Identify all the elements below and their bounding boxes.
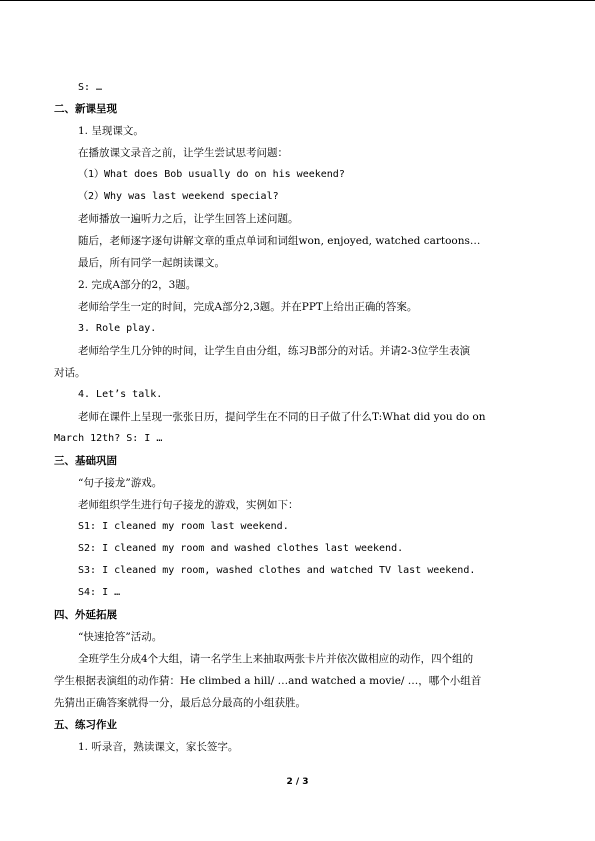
section-heading-homework: 五、练习作业 [54, 719, 117, 731]
activity-title: “快速抢答”活动。 [78, 631, 163, 643]
top-rule [0, 0, 595, 1]
step-heading: 2. 完成A部分的2，3题。 [78, 279, 197, 291]
step-heading: 4. Let’s talk. [78, 389, 163, 400]
example-sentence: S3: I cleaned my room, washed clothes and watched TV last weekend. [78, 565, 476, 576]
question-2: （2）Why was last weekend special? [78, 191, 279, 202]
example-sentence: S4: I … [78, 587, 121, 598]
paragraph-continuation: 对话。 [54, 367, 86, 379]
paragraph: 最后，所有同学一起朗读课文。 [78, 257, 225, 269]
paragraph-continuation: March 12th? S: I … [54, 433, 163, 444]
paragraph: 在播放课文录音之前，让学生尝试思考问题： [78, 147, 288, 159]
section-heading-new-lesson: 二、新课呈现 [54, 103, 117, 115]
paragraph: 老师在课件上呈现一张张日历，提问学生在不同的日子做了什么T:What did you do on [78, 411, 486, 423]
question-1: （1）What does Bob usually do on his weekend? [78, 169, 345, 180]
section-heading-extension: 四、外延拓展 [54, 609, 117, 621]
paragraph: 全班学生分成4个大组，请一名学生上来抽取两张卡片并依次做相应的动作，四个组的 [78, 653, 474, 665]
paragraph-continuation: 先猜出正确答案就得一分，最后总分最高的小组获胜。 [54, 697, 306, 709]
homework-item: 1. 听录音，熟读课文，家长签字。 [78, 741, 239, 753]
paragraph: 老师给学生几分钟的时间，让学生自由分组，练习B部分的对话。并请2-3位学生表演 [78, 345, 471, 357]
example-sentence: S2: I cleaned my room and washed clothes last weekend. [78, 543, 404, 554]
paragraph: 老师给学生一定的时间，完成A部分2,3题。并在PPT上给出正确的答案。 [78, 301, 418, 313]
activity-title: “句子接龙”游戏。 [78, 477, 163, 489]
page-number: 2 / 3 [286, 777, 309, 787]
example-sentence: S1: I cleaned my room last weekend. [78, 521, 289, 532]
paragraph: 老师组织学生进行句子接龙的游戏，实例如下： [78, 499, 299, 511]
section-heading-consolidation: 三、基础巩固 [54, 455, 117, 467]
step-heading: 3. Role play. [78, 323, 157, 334]
paragraph: 老师播放一遍听力之后，让学生回答上述问题。 [78, 213, 299, 225]
paragraph: 随后，老师逐字逐句讲解文章的重点单词和词组won, enjoyed, watched cartoons… [78, 235, 481, 247]
step-heading: 1. 呈现课文。 [78, 125, 144, 137]
dialogue-line: S: … [78, 82, 103, 93]
paragraph-continuation: 学生根据表演组的动作猜：He climbed a hill/ …and watched a movie/ …，哪个小组首 [54, 675, 482, 687]
